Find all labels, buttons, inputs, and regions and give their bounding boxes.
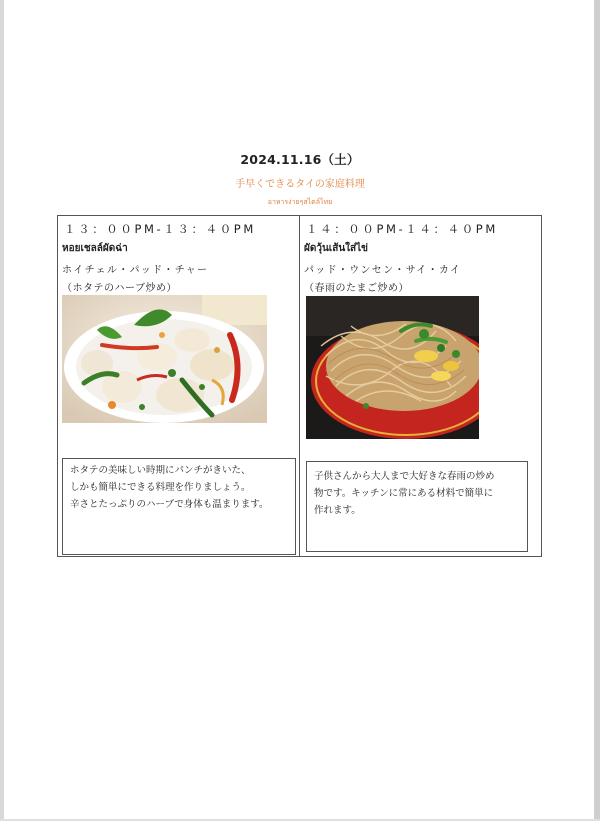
description-line: 作れます。 (314, 505, 361, 516)
dish-japanese-subtitle: （ホタテのハーブ炒め） (62, 283, 177, 294)
dish-japanese-subtitle: （春雨のたまご炒め） (304, 283, 409, 294)
event-subtitle: 手早くできるタイの家庭料理 (235, 179, 365, 190)
description-line: 物です。キッチンに常にある材料で簡単に (314, 488, 494, 499)
session-cell-2 (299, 216, 541, 556)
dish-japanese-name: パッド・ウンセン・サイ・カイ (304, 265, 462, 276)
page-edge-left (0, 0, 4, 821)
description-line: 子供さんから大人まで大好きな春雨の炒め (314, 471, 495, 482)
page-header (0, 150, 600, 208)
dish-thai-name: หอยเชลล์ผัดฉ่า (62, 243, 128, 254)
session-description (62, 458, 296, 555)
event-date: 2024.11.16（土） (240, 152, 360, 167)
description-line: しかも簡単にできる料理を作りましょう。 (70, 482, 251, 493)
page-edge-right (594, 0, 600, 821)
dish-japanese-name: ホイチェル・パッド・チャー (62, 265, 209, 276)
session-cell-1 (58, 216, 299, 556)
event-thai-subtitle: อาหารง่ายๆสไตล์ไทย (267, 198, 333, 206)
description-line: ホタテの美味しい時期にパンチがきいた、 (70, 465, 251, 476)
scallop-stir-fry-photo (62, 295, 267, 423)
dish-thai-name: ผัดวุ้นเส้นใส่ไข่ (304, 243, 369, 254)
schedule-table (57, 215, 542, 557)
session-time: １４：００PM-１４：４０PM (306, 222, 498, 236)
session-description (306, 461, 528, 552)
glass-noodle-egg-photo (306, 296, 479, 439)
description-line: 辛さとたっぷりのハーブで身体も温まります。 (70, 499, 269, 510)
session-time: １３：００PM-１３：４０PM (64, 222, 256, 236)
